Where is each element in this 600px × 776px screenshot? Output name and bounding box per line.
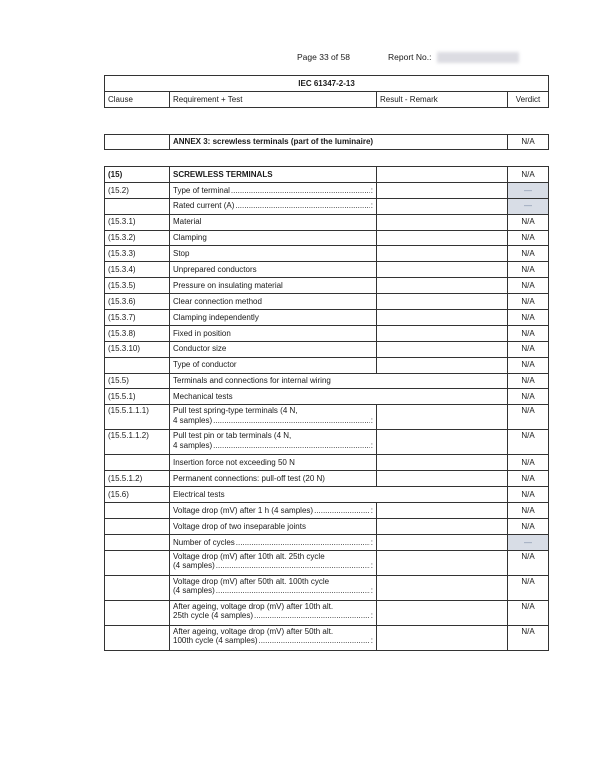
requirement-text: Pull test spring-type terminals (4 N, [173,406,298,416]
table-row [105,198,549,214]
verdict-cell: — [508,198,549,214]
result-cell [377,550,508,575]
table-row [105,405,549,430]
verdict-cell: N/A [508,575,549,600]
leader-colon: : [370,586,373,596]
leader-colon: : [370,185,373,195]
clause-cell: (15.5.1.2) [105,471,170,487]
requirement-text-2: 4 samples) [173,440,213,450]
screwless-terminals-table [104,166,549,651]
leader-colon: : [370,537,373,547]
column-header-clause: Clause [105,92,170,108]
clause-cell: (15.3.10) [105,341,170,357]
requirement-cell: Clear connection method [170,294,377,310]
dot-leader [213,441,370,451]
verdict-cell: N/A [508,357,549,373]
result-cell [377,600,508,625]
requirement-cell [170,405,377,430]
verdict-cell: N/A [508,230,549,246]
verdict-cell: N/A [508,341,549,357]
requirement-cell: Electrical tests [170,487,508,503]
result-cell [377,625,508,650]
requirement-text: Voltage drop (mV) after 1 h (4 samples) [173,505,314,515]
clause-cell [105,503,170,519]
dot-leader [314,506,370,516]
requirement-cell: Conductor size [170,341,377,357]
requirement-cell: Clamping independently [170,310,377,326]
requirement-cell [170,503,377,519]
requirement-cell: Mechanical tests [170,389,508,405]
clause-cell: (15.5.1.1.1) [105,405,170,430]
result-cell [377,325,508,341]
verdict-cell: N/A [508,373,549,389]
requirement-cell: Stop [170,246,377,262]
table-row [105,550,549,575]
table-row [105,389,549,405]
requirement-text-2: (4 samples) [173,561,215,571]
result-cell [377,230,508,246]
clause-cell [105,625,170,650]
requirement-cell: Pressure on insulating material [170,278,377,294]
table-row [105,357,549,373]
clause-cell: (15.3.2) [105,230,170,246]
result-cell [377,294,508,310]
requirement-line [173,538,373,548]
requirement-cell [170,182,377,198]
result-cell [377,310,508,326]
table-row [105,600,549,625]
verdict-cell: N/A [508,325,549,341]
requirement-cell: Unprepared conductors [170,262,377,278]
table-row [105,294,549,310]
verdict-cell: N/A [508,550,549,575]
verdict-cell: N/A [508,262,549,278]
verdict-cell: N/A [508,430,549,455]
clause-cell: (15.3.7) [105,310,170,326]
dot-leader [235,201,369,211]
result-cell [377,405,508,430]
clause-cell: (15) [105,167,170,183]
leader-colon: : [370,415,373,425]
requirement-text: Voltage drop (mV) after 10th alt. 25th cycle [173,551,325,561]
result-cell [377,503,508,519]
requirement-cell: Clamping [170,230,377,246]
redacted-report-number [437,52,519,63]
leader-colon: : [370,440,373,450]
table-row [105,230,549,246]
clause-cell [105,198,170,214]
column-header-result: Result - Remark [377,92,508,108]
clause-cell: (15.3.4) [105,262,170,278]
clause-cell [105,550,170,575]
requirement-cell [170,534,377,550]
clause-cell: (15.3.1) [105,214,170,230]
table-row [105,487,549,503]
requirement-cell [170,430,377,455]
leader-colon: : [370,636,373,646]
requirement-text-2: 100th cycle (4 samples) [173,636,258,646]
column-header-verdict: Verdict [508,92,549,108]
verdict-cell: N/A [508,487,549,503]
requirement-line-2 [173,586,373,596]
requirement-cell [170,550,377,575]
dot-leader [236,538,370,548]
result-cell [377,357,508,373]
result-cell [377,518,508,534]
result-cell [377,341,508,357]
requirement-cell [170,600,377,625]
requirement-line [173,201,373,211]
requirement-text: Number of cycles [173,537,235,547]
clause-cell [105,518,170,534]
verdict-cell: N/A [508,294,549,310]
table-row [105,325,549,341]
clause-cell: (15.5.1) [105,389,170,405]
clause-cell: (15.5.1.1.2) [105,430,170,455]
requirement-cell [170,625,377,650]
leader-colon: : [370,611,373,621]
verdict-cell: N/A [508,214,549,230]
table-row [105,341,549,357]
result-cell [377,262,508,278]
verdict-cell: N/A [508,405,549,430]
requirement-cell: Permanent connections: pull-off test (20 N) [170,471,377,487]
leader-colon: : [370,201,373,211]
requirement-cell: SCREWLESS TERMINALS [170,167,377,183]
dot-leader [213,416,370,426]
result-cell [377,455,508,471]
dot-leader [231,186,370,196]
result-cell [377,182,508,198]
table-row [105,310,549,326]
table-row [105,575,549,600]
requirement-text: Pull test pin or tab terminals (4 N, [173,431,292,441]
table-row [105,471,549,487]
requirement-cell: Type of conductor [170,357,377,373]
table-row [105,167,549,183]
clause-cell: (15.6) [105,487,170,503]
clause-cell: (15.5) [105,373,170,389]
requirement-text-2: 4 samples) [173,415,213,425]
leader-colon: : [370,505,373,515]
requirement-text: After ageing, voltage drop (mV) after 50th alt. [173,626,334,636]
standard-header-table [104,75,549,108]
table-row [105,625,549,650]
requirement-cell [170,575,377,600]
page-number: Page 33 of 58 [297,52,350,62]
result-cell [377,214,508,230]
verdict-cell: N/A [508,600,549,625]
annex-table [104,134,549,150]
standard-title: IEC 61347-2-13 [105,76,549,92]
requirement-line-2 [173,441,373,451]
requirement-cell [170,198,377,214]
requirement-text-2: (4 samples) [173,586,215,596]
result-cell [377,278,508,294]
verdict-cell: — [508,182,549,198]
table-row [105,262,549,278]
dot-leader [254,611,370,621]
page-header [0,52,600,64]
result-cell [377,471,508,487]
requirement-text: After ageing, voltage drop (mV) after 10th alt. [173,601,334,611]
verdict-cell: N/A [508,518,549,534]
requirement-text: Type of terminal [173,185,230,195]
table-row [105,534,549,550]
verdict-cell: N/A [508,246,549,262]
requirement-line [173,186,373,196]
requirement-line-2 [173,636,373,646]
clause-cell [105,600,170,625]
table-row [105,518,549,534]
clause-cell [105,357,170,373]
verdict-cell: N/A [508,389,549,405]
result-cell [377,198,508,214]
leader-colon: : [370,561,373,571]
column-header-requirement: Requirement + Test [170,92,377,108]
result-cell [377,167,508,183]
verdict-cell: N/A [508,455,549,471]
dot-leader [216,586,370,596]
verdict-cell: N/A [508,278,549,294]
requirement-cell: Voltage drop of two inseparable joints [170,518,377,534]
dot-leader [258,636,369,646]
annex-clause [105,135,170,150]
requirement-line-2 [173,611,373,621]
verdict-cell: — [508,534,549,550]
table-row [105,455,549,471]
verdict-cell: N/A [508,167,549,183]
table-row [105,430,549,455]
clause-cell: (15.3.6) [105,294,170,310]
requirement-line-2 [173,416,373,426]
requirement-text: Voltage drop (mV) after 50th alt. 100th cycle [173,576,330,586]
result-cell [377,246,508,262]
table-row [105,214,549,230]
requirement-line-2 [173,561,373,571]
requirement-text-2: 25th cycle (4 samples) [173,611,254,621]
verdict-cell: N/A [508,503,549,519]
annex-title: ANNEX 3: screwless terminals (part of the luminaire) [170,135,508,150]
table-row [105,182,549,198]
clause-cell: (15.3.5) [105,278,170,294]
clause-cell: (15.3.3) [105,246,170,262]
table-row [105,278,549,294]
requirement-cell: Terminals and connections for internal wiring [170,373,508,389]
clause-cell [105,575,170,600]
clause-cell [105,455,170,471]
clause-cell [105,534,170,550]
verdict-cell: N/A [508,471,549,487]
clause-cell: (15.3.8) [105,325,170,341]
table-row [105,503,549,519]
result-cell [377,534,508,550]
requirement-text: Rated current (A) [173,201,235,211]
annex-verdict: N/A [508,135,549,150]
report-number-label: Report No.: [388,52,432,62]
requirement-cell: Material [170,214,377,230]
requirement-cell: Fixed in position [170,325,377,341]
table-row [105,373,549,389]
dot-leader [216,561,370,571]
table-row [105,246,549,262]
result-cell [377,430,508,455]
requirement-cell: Insertion force not exceeding 50 N [170,455,377,471]
requirement-line [173,506,373,516]
verdict-cell: N/A [508,625,549,650]
verdict-cell: N/A [508,310,549,326]
result-cell [377,575,508,600]
clause-cell: (15.2) [105,182,170,198]
